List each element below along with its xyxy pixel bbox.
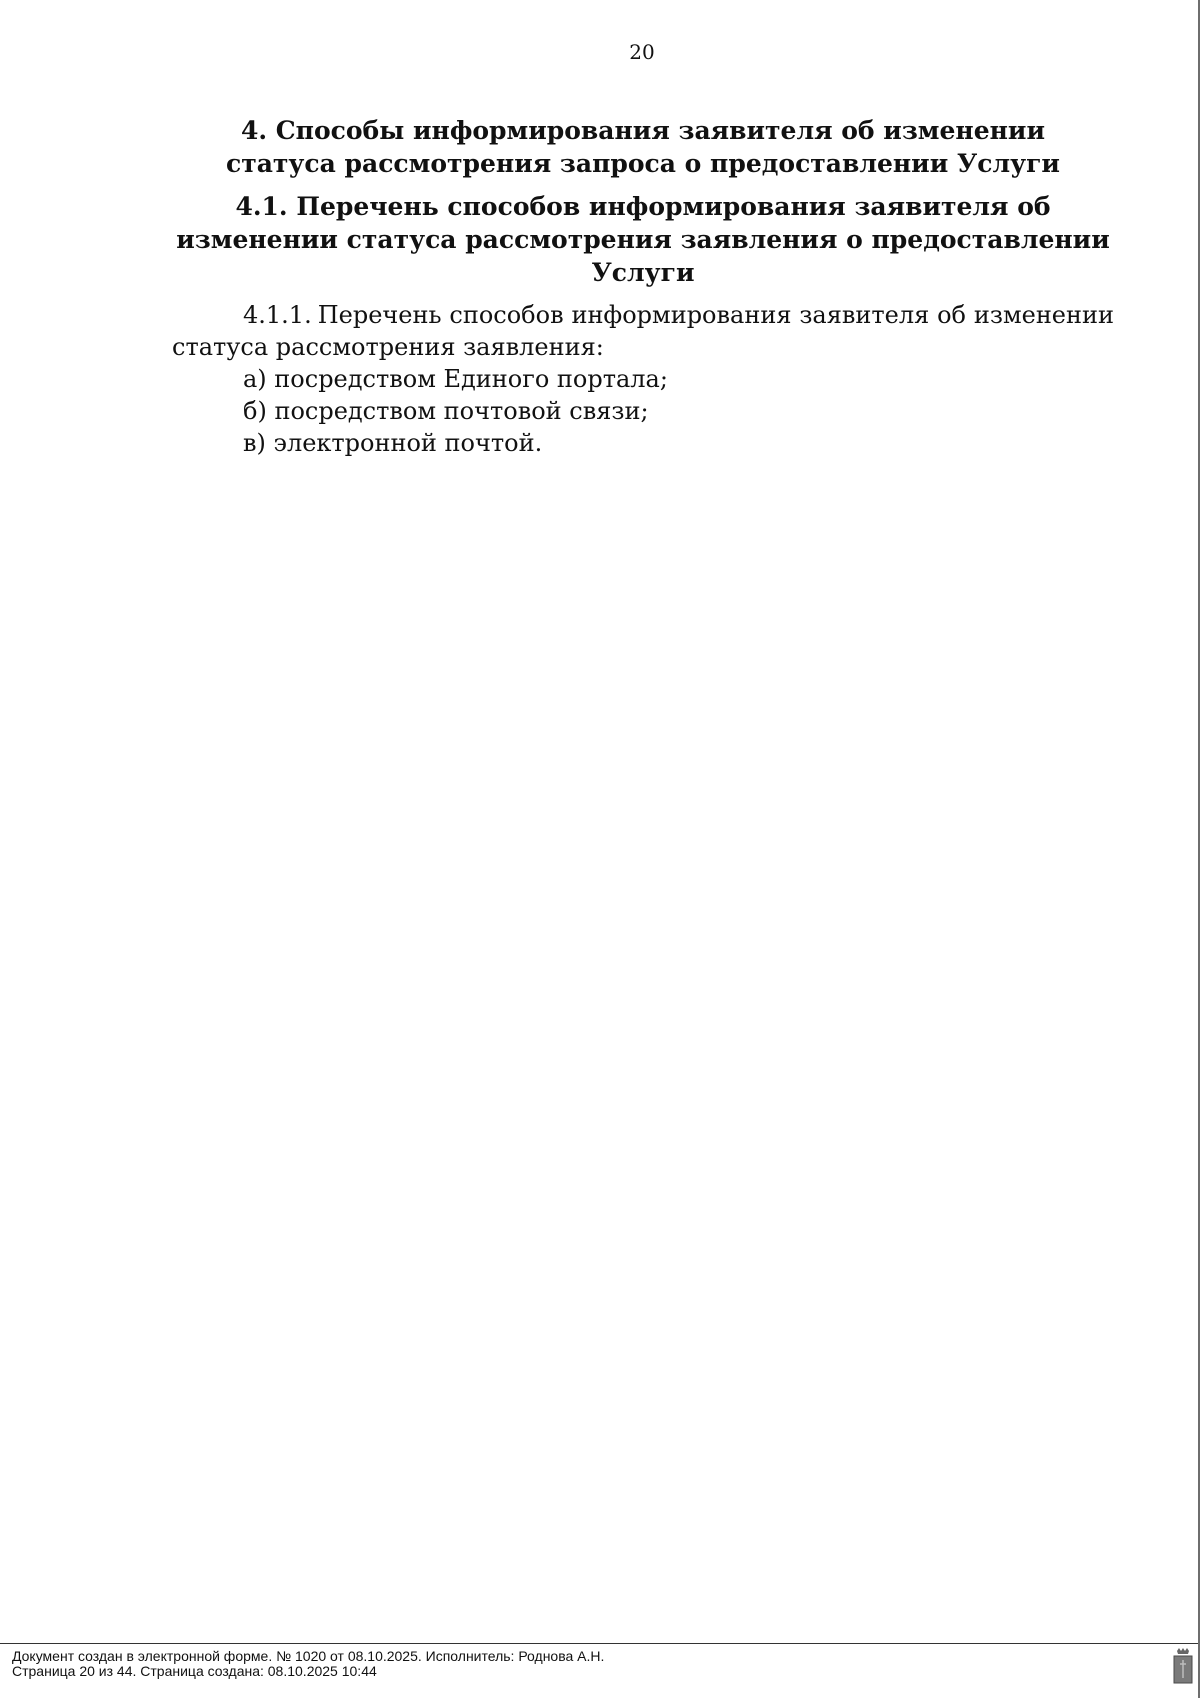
footer-line-document: Документ создан в электронной форме. № 1020 от 08.10.2025. Исполнитель: Роднова А.Н.: [12, 1648, 605, 1664]
section-subheading: 4.1. Перечень способов информирования заявителя об изменении статуса рассмотрения заявления о предоставлении Услуги: [176, 192, 1110, 287]
methods-list: [172, 363, 1114, 459]
paragraph-text: Перечень способов информирования заявителя об изменении статуса рассмотрения заявления:: [172, 301, 1114, 361]
document-body: [172, 114, 1114, 459]
paragraph-number: 4.1.1.: [243, 301, 312, 329]
list-item: в) электронной почтой.: [243, 429, 543, 457]
page-number: 20: [629, 40, 655, 64]
document-footer: [12, 1649, 604, 1679]
list-item: б) посредством почтовой связи;: [243, 397, 649, 425]
footer-divider: [0, 1643, 1198, 1644]
list-item: а) посредством Единого портала;: [243, 365, 668, 393]
footer-line-page: Страница 20 из 44. Страница создана: 08.10.2025 10:44: [12, 1663, 377, 1679]
section-heading: 4. Способы информирования заявителя об изменении статуса рассмотрения запроса о предоставлении Услуги: [226, 116, 1060, 178]
coat-of-arms-icon: [1172, 1648, 1194, 1684]
paragraph-4-1-1: [172, 299, 1114, 363]
